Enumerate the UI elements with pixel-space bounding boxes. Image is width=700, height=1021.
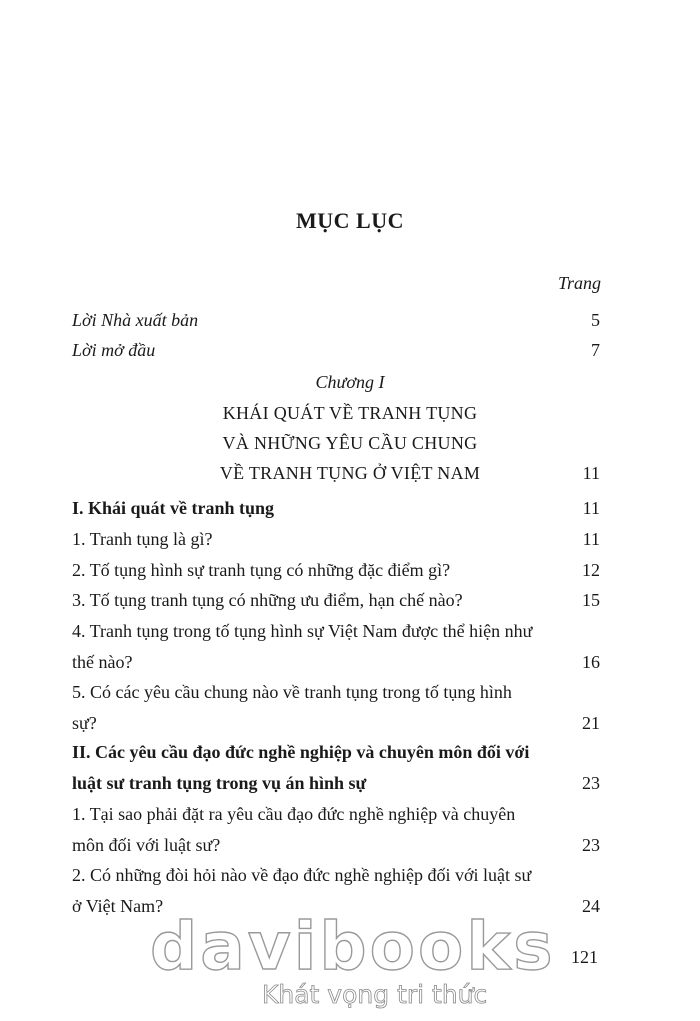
- toc-entry: [72, 524, 600, 555]
- chapter-page: 11: [582, 463, 600, 483]
- toc-entry: [72, 677, 600, 739]
- toc-entry: [72, 585, 600, 616]
- page-title: MỤC LỤC: [296, 208, 404, 233]
- page-column-header: Trang: [557, 273, 601, 293]
- toc-entry-page: 23: [582, 773, 600, 793]
- toc-entry-page: 11: [582, 498, 600, 518]
- toc-entry-label: 1. Tranh tụng là gì?: [72, 529, 213, 549]
- toc-entry-page: 7: [591, 340, 600, 360]
- toc-entry-label: II. Các yêu cầu đạo đức nghề nghiệp và chuyên môn đối với luật sư tranh tụng trong vụ án hình sự: [72, 742, 530, 793]
- toc-entry-label: 2. Có những đòi hỏi nào về đạo đức nghề nghiệp đối với luật sư ở Việt Nam?: [72, 865, 532, 916]
- toc-entry-publisher-note: [72, 305, 600, 336]
- toc-entry-label: 2. Tố tụng hình sự tranh tụng có những đặc điểm gì?: [72, 560, 451, 580]
- toc-entry: [72, 616, 600, 678]
- toc-section: [72, 493, 600, 524]
- toc-section: [72, 737, 600, 799]
- page-number: 121: [571, 947, 598, 967]
- watermark-logo: davibooks: [150, 908, 556, 985]
- toc-entry-label: 5. Có các yêu cầu chung nào về tranh tụng trong tố tụng hình sự?: [72, 682, 512, 733]
- chapter-title-line: VÀ NHỮNG YÊU CẦU CHUNG: [222, 433, 478, 453]
- toc-entry-label: Lời mở đầu: [72, 340, 156, 360]
- toc-entry-label: 3. Tố tụng tranh tụng có những ưu điểm, hạn chế nào?: [72, 590, 463, 610]
- chapter-title-line: VỀ TRANH TỤNG Ở VIỆT NAM: [219, 463, 481, 483]
- toc-entry-page: 16: [582, 652, 600, 672]
- toc-entry-introduction: [72, 335, 600, 366]
- toc-entry-page: 12: [582, 560, 600, 580]
- chapter-title-line: KHÁI QUÁT VỀ TRANH TỤNG: [222, 403, 478, 423]
- toc-entry: [72, 555, 600, 586]
- toc-entry-label: 4. Tranh tụng trong tố tụng hình sự Việt Nam được thể hiện như thế nào?: [72, 621, 533, 672]
- watermark-tagline: Khát vọng tri thức: [262, 980, 488, 1009]
- toc-entry-page: 11: [582, 529, 600, 549]
- toc-entry-page: 23: [582, 835, 600, 855]
- toc-entry-label: 1. Tại sao phải đặt ra yêu cầu đạo đức nghề nghiệp và chuyên môn đối với luật sư?: [72, 804, 516, 855]
- toc-entry-page: 21: [582, 713, 600, 733]
- toc-entry-label: Lời Nhà xuất bản: [72, 310, 199, 330]
- toc-entry-page: 5: [591, 310, 600, 330]
- toc-entry-page: 24: [582, 896, 600, 916]
- chapter-label: Chương I: [315, 372, 385, 392]
- toc-entry-page: 15: [582, 590, 600, 610]
- toc-entry-label: I. Khái quát về tranh tụng: [72, 498, 275, 518]
- toc-entry: [72, 799, 600, 861]
